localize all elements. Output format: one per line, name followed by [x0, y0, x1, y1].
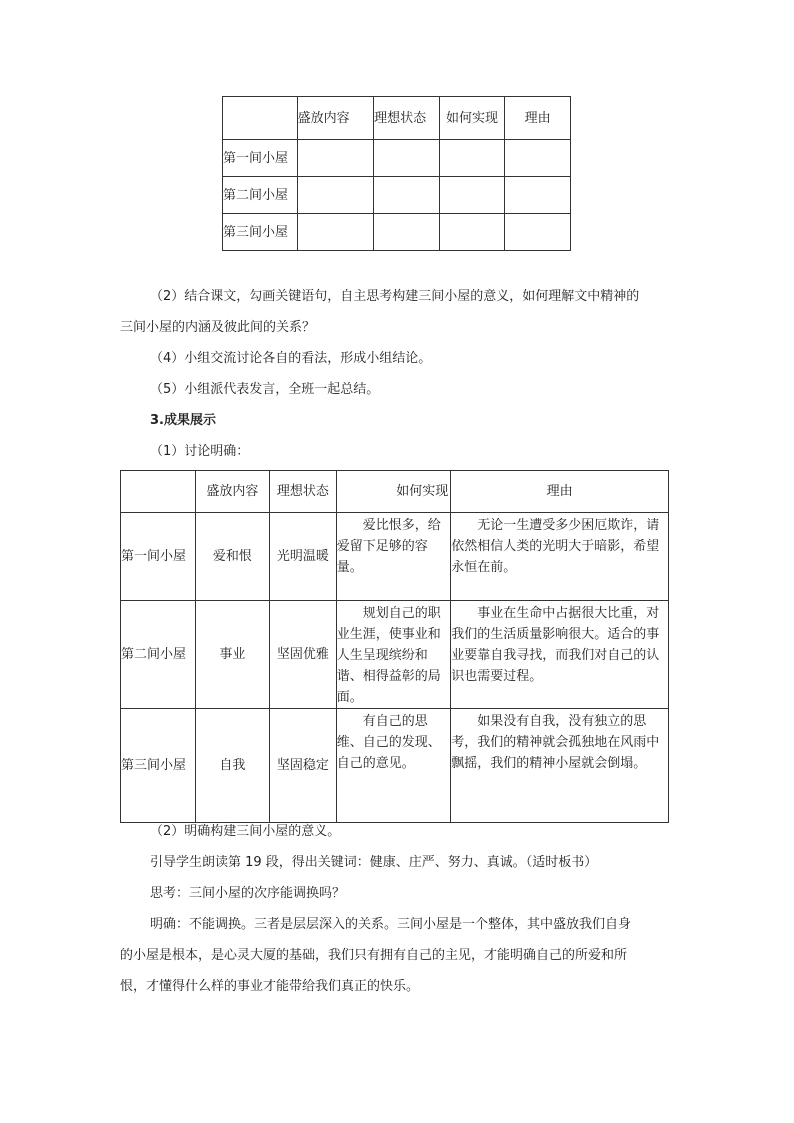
how-cell: 爱比恨多，给爱留下足够的容量。 — [336, 513, 450, 601]
table-row — [121, 601, 669, 709]
table-header-cell — [121, 471, 196, 513]
table-row — [121, 513, 669, 601]
state-cell: 坚固稳定 — [270, 709, 337, 823]
row-label: 第三间小屋 — [121, 709, 196, 823]
paragraph-step2-line1: （2）结合课文，勾画关键语句，自主思考构建三间小屋的意义，如何理解文中精神的 — [150, 289, 640, 304]
table-row — [223, 140, 571, 177]
answer-line3: 恨，才懂得什么样的事业才能带给我们真正的快乐。 — [120, 979, 420, 994]
state-cell: 坚固优雅 — [270, 601, 337, 709]
paragraph-step4: （4）小组交流讨论各自的看法，形成小组结论。 — [150, 351, 432, 366]
content-cell: 自我 — [195, 709, 270, 823]
row-label: 第一间小屋 — [223, 140, 298, 177]
table-cell — [297, 177, 374, 214]
table-header-cell: 理由 — [451, 471, 669, 513]
table-row — [121, 709, 669, 823]
table-header-row — [223, 97, 571, 140]
state-cell: 光明温暖 — [270, 513, 337, 601]
table-cell — [374, 177, 440, 214]
reason-cell: 如果没有自我，没有独立的思考，我们的精神就会孤独地在风雨中飘摇，我们的精神小屋就会倒塌。 — [451, 709, 669, 823]
table-header-cell: 理想状态 — [374, 97, 440, 140]
paragraph-step5: （5）小组派代表发言，全班一起总结。 — [150, 382, 380, 397]
row-label: 第二间小屋 — [223, 177, 298, 214]
table-header-cell: 盛放内容 — [195, 471, 270, 513]
reason-cell: 事业在生命中占据很大比重，对我们的生活质量影响很大。适合的事业要靠自我寻找，而我们对自己的认识也需要过程。 — [451, 601, 669, 709]
answer-line2: 的小屋是根本，是心灵大厦的基础，我们只有拥有自己的主见，才能明确自己的所爱和所 — [120, 948, 628, 963]
table-header-cell: 盛放内容 — [297, 97, 374, 140]
guide-paragraph: 引导学生朗读第 19 段，得出关键词：健康、庄严、努力、真诚。（适时板书） — [150, 855, 598, 870]
discussion-label: （1）讨论明确： — [150, 444, 250, 459]
content-cell: 事业 — [195, 601, 270, 709]
table-cell — [374, 214, 440, 251]
think-question: 思考：三间小屋的次序能调换吗？ — [150, 886, 346, 901]
section-heading: 3.成果展示 — [150, 413, 216, 428]
table-row — [223, 177, 571, 214]
how-cell: 有自己的思维、自己的发现、自己的意见。 — [336, 709, 450, 823]
table-header-cell — [223, 97, 298, 140]
table-cell — [505, 214, 571, 251]
table-cell — [505, 140, 571, 177]
row-label: 第二间小屋 — [121, 601, 196, 709]
table-cell — [374, 140, 440, 177]
row-label: 第三间小屋 — [223, 214, 298, 251]
table-cell — [439, 214, 505, 251]
table-header-cell: 如何实现 — [439, 97, 505, 140]
table-header-row — [121, 471, 669, 513]
table-cell — [439, 177, 505, 214]
result-table — [120, 470, 669, 823]
table-row — [223, 214, 571, 251]
row-label: 第一间小屋 — [121, 513, 196, 601]
clarify-heading: （2）明确构建三间小屋的意义。 — [150, 824, 341, 839]
table-cell — [297, 140, 374, 177]
table-header-cell: 理由 — [505, 97, 571, 140]
table-cell — [439, 140, 505, 177]
answer-line1: 明确：不能调换。三者是层层深入的关系。三间小屋是一个整体，其中盛放我们自身 — [150, 917, 632, 932]
table-cell — [505, 177, 571, 214]
content-cell: 爱和恨 — [195, 513, 270, 601]
table-header-cell: 理想状态 — [270, 471, 337, 513]
paragraph-step2-line2: 三间小屋的内涵及彼此间的关系？ — [120, 320, 316, 335]
reason-cell: 无论一生遭受多少困厄欺诈，请依然相信人类的光明大于暗影，希望永恒在前。 — [451, 513, 669, 601]
how-cell: 规划自己的职业生涯，使事业和人生呈现缤纷和谐、相得益彰的局面。 — [336, 601, 450, 709]
table-cell — [297, 214, 374, 251]
table-header-cell: 如何实现 — [336, 471, 450, 513]
blank-table — [222, 96, 571, 251]
